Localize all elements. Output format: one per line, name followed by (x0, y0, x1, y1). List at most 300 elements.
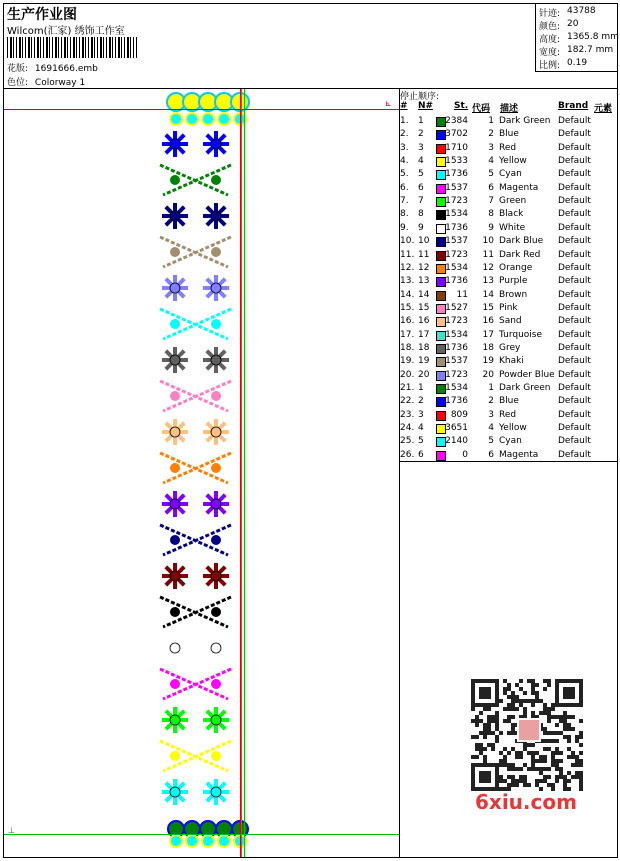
qr-module (567, 715, 571, 719)
qr-module (511, 699, 515, 703)
table-row (400, 128, 618, 141)
qr-module (547, 747, 551, 751)
qr-module (519, 679, 523, 683)
table-row (400, 355, 618, 368)
qr-module (483, 747, 487, 751)
qr-module (519, 687, 523, 691)
row-code: 16 (482, 316, 494, 327)
guide-line-bottom (4, 834, 399, 835)
qr-module (555, 759, 559, 763)
qr-module (511, 723, 515, 727)
qr-module (471, 699, 475, 703)
qr-module (491, 743, 495, 747)
qr-module (543, 747, 547, 751)
qr-module (579, 763, 583, 767)
row-code: 3 (488, 142, 494, 153)
row-description: Blue (499, 396, 519, 407)
qr-module (579, 743, 583, 747)
qr-module (567, 687, 571, 691)
qr-module (479, 719, 483, 723)
qr-module (483, 707, 487, 711)
qr-module (579, 775, 583, 779)
qr-module (475, 763, 479, 767)
row-code: 4 (488, 156, 494, 167)
qr-module (495, 695, 499, 699)
qr-module (487, 691, 491, 695)
row-brand: Default (558, 409, 591, 420)
row-stitches: 1534 (445, 329, 468, 340)
qr-module (487, 723, 491, 727)
qr-module (579, 691, 583, 695)
qr-module (567, 727, 571, 731)
qr-module (523, 691, 527, 695)
qr-module (555, 703, 559, 707)
qr-module (471, 695, 475, 699)
qr-module (575, 739, 579, 743)
row-brand: Default (558, 316, 591, 327)
qr-module (519, 751, 523, 755)
qr-module (471, 683, 475, 687)
row-number: 12 (418, 262, 430, 273)
qr-module (495, 763, 499, 767)
qr-module (547, 683, 551, 687)
qr-module (471, 687, 475, 691)
qr-module (471, 767, 475, 771)
qr-module (495, 683, 499, 687)
border-scallop (202, 835, 214, 847)
stat-item (539, 45, 614, 58)
qr-module (539, 771, 543, 775)
qr-module (483, 759, 487, 763)
table-row (400, 249, 618, 262)
qr-module (515, 699, 519, 703)
qr-module (515, 755, 519, 759)
qr-module (487, 719, 491, 723)
stat-item (539, 58, 588, 71)
table-row (400, 315, 618, 328)
qr-module (479, 703, 483, 707)
table-row (400, 168, 618, 181)
qr-module (535, 767, 539, 771)
row-brand: Default (558, 449, 591, 460)
qr-module (483, 755, 487, 759)
qr-module (535, 751, 539, 755)
row-number: 19 (418, 356, 430, 367)
qr-module (507, 775, 511, 779)
table-row (400, 435, 618, 448)
qr-module (471, 783, 475, 787)
qr-module (531, 759, 535, 763)
qr-module (507, 687, 511, 691)
qr-module (547, 715, 551, 719)
qr-module (503, 719, 507, 723)
qr-module (543, 739, 547, 743)
qr-module (559, 767, 563, 771)
row-index: 11. (400, 249, 415, 260)
table-row (400, 369, 618, 382)
qr-module (559, 679, 563, 683)
qr-module (479, 751, 483, 755)
row-brand: Default (558, 129, 591, 140)
qr-module (575, 755, 579, 759)
qr-module (495, 719, 499, 723)
qr-module (555, 747, 559, 751)
flower-center (211, 355, 221, 365)
row-index: 21. (400, 383, 415, 393)
qr-module (471, 707, 475, 711)
qr-module (519, 775, 523, 779)
row-number: 11 (418, 249, 430, 260)
qr-module (499, 731, 503, 735)
qr-module (479, 779, 483, 783)
flower-center (211, 715, 221, 725)
qr-module (579, 771, 583, 775)
row-stitches: 1534 (445, 262, 468, 273)
qr-module (535, 699, 539, 703)
row-number: 3 (418, 142, 424, 153)
row-index: 12. (400, 262, 415, 273)
qr-module (519, 779, 523, 783)
row-index: 2. (400, 129, 409, 140)
qr-module (507, 731, 511, 735)
qr-module (567, 739, 571, 743)
qr-module (539, 779, 543, 783)
table-row (400, 182, 618, 195)
row-index: 20. (400, 369, 415, 380)
row-number: 17 (418, 329, 430, 340)
qr-module (483, 687, 487, 691)
flower-center (170, 211, 180, 221)
row-stitches: 1537 (445, 182, 468, 193)
row-number: 20 (418, 369, 430, 380)
row-stitches: 3702 (445, 129, 468, 140)
qr-module (503, 759, 507, 763)
watermark-brand: 6xiu.com (475, 790, 577, 814)
qr-module (579, 687, 583, 691)
row-description: Purple (499, 276, 528, 287)
stat-value: 43788 (567, 6, 596, 16)
qr-module (579, 679, 583, 683)
qr-module (515, 751, 519, 755)
row-brand: Default (558, 396, 591, 407)
qr-module (511, 783, 515, 787)
row-stitches: 809 (450, 409, 468, 420)
row-brand: Default (558, 142, 591, 153)
qr-module (567, 703, 571, 707)
row-description: Grey (499, 342, 521, 353)
color-swatch (436, 411, 446, 421)
stat-value: 20 (567, 19, 579, 29)
qr-module (495, 739, 499, 743)
row-number: 2 (418, 129, 424, 140)
qr-module (511, 775, 515, 779)
qr-center-logo-icon (517, 718, 541, 742)
qr-module (547, 767, 551, 771)
qr-module (559, 719, 563, 723)
qr-module (507, 695, 511, 699)
row-index: 5. (400, 169, 409, 180)
qr-module (487, 775, 491, 779)
qr-module (563, 687, 567, 691)
qr-module (555, 715, 559, 719)
row-number: 1 (418, 383, 424, 393)
qr-module (507, 707, 511, 711)
qr-module (567, 691, 571, 695)
qr-module (487, 695, 491, 699)
qr-module (499, 751, 503, 755)
embroidery-design (4, 89, 399, 857)
chain-knot (170, 751, 180, 761)
row-stitches: 1527 (445, 302, 468, 313)
row-number: 2 (418, 396, 424, 407)
row-index: 24. (400, 423, 415, 434)
chain-knot (170, 535, 180, 545)
row-description: Magenta (499, 449, 539, 460)
qr-module (579, 699, 583, 703)
row-number: 4 (418, 156, 424, 167)
color-swatch (436, 451, 446, 461)
chain-knot (211, 535, 221, 545)
qr-module (483, 779, 487, 783)
table-row (400, 289, 618, 302)
row-brand: Default (558, 276, 591, 287)
row-number: 9 (418, 222, 424, 233)
qr-module (543, 775, 547, 779)
qr-module (523, 775, 527, 779)
qr-module (555, 775, 559, 779)
qr-module (543, 707, 547, 711)
row-code: 6 (488, 449, 494, 460)
qr-module (487, 727, 491, 731)
qr-module (551, 703, 555, 707)
chain-knot (170, 319, 180, 329)
qr-module (571, 715, 575, 719)
row-number: 6 (418, 182, 424, 193)
row-stitches: 1534 (445, 383, 468, 393)
row-description: Pink (499, 302, 518, 313)
embroidery-preview (4, 89, 399, 857)
qr-module (551, 715, 555, 719)
table-row (400, 142, 618, 155)
stat-value: 1365.8 mm (567, 32, 619, 42)
row-number: 10 (418, 236, 430, 247)
qr-module (503, 687, 507, 691)
qr-module (503, 747, 507, 751)
stat-item (539, 32, 619, 45)
row-code: 18 (482, 342, 494, 353)
qr-module (531, 751, 535, 755)
colorway-line (7, 75, 85, 88)
row-description: Yellow (499, 156, 527, 167)
row-number: 7 (418, 196, 424, 207)
qr-module (531, 763, 535, 767)
flower-center (170, 499, 180, 509)
qr-module (551, 751, 555, 755)
qr-module (567, 771, 571, 775)
qr-module (495, 703, 499, 707)
table-row (400, 262, 618, 275)
qr-module (539, 699, 543, 703)
qr-module (515, 695, 519, 699)
qr-module (483, 679, 487, 683)
guide-line-green-inner (241, 89, 242, 857)
table-row (400, 329, 618, 342)
qr-module (563, 711, 567, 715)
qr-module (547, 711, 551, 715)
flower-center (211, 571, 221, 581)
qr-module (511, 779, 515, 783)
qr-module (483, 771, 487, 775)
qr-module (523, 783, 527, 787)
row-index: 13. (400, 276, 415, 287)
qr-module (487, 731, 491, 735)
row-description: White (499, 222, 526, 233)
qr-module (563, 735, 567, 739)
row-index: 16. (400, 316, 415, 327)
row-description: Green (499, 196, 527, 207)
row-number: 18 (418, 342, 430, 353)
qr-module (531, 699, 535, 703)
chain-knot (211, 607, 221, 617)
qr-module (479, 691, 483, 695)
row-brand: Default (558, 196, 591, 207)
qr-module (527, 743, 531, 747)
qr-module (575, 679, 579, 683)
chain-knot (211, 319, 221, 329)
qr-module (571, 691, 575, 695)
col-header-code: 代码 (472, 104, 491, 114)
qr-module (475, 755, 479, 759)
row-stitches: 1736 (445, 169, 468, 180)
qr-module (555, 751, 559, 755)
qr-module (563, 783, 567, 787)
qr-module (563, 723, 567, 727)
qr-module (563, 691, 567, 695)
qr-module (471, 775, 475, 779)
qr-module (559, 731, 563, 735)
qr-module (511, 731, 515, 735)
table-row (400, 195, 618, 208)
qr-module (507, 751, 511, 755)
stat-label: 针迹: (539, 9, 561, 19)
qr-module (535, 691, 539, 695)
qr-module (551, 707, 555, 711)
qr-module (511, 763, 515, 767)
stat-label: 宽度: (539, 48, 561, 58)
row-index: 18. (400, 342, 415, 353)
qr-module (479, 743, 483, 747)
qr-module (499, 759, 503, 763)
row-index: 10. (400, 236, 415, 247)
qr-module (495, 715, 499, 719)
row-brand: Default (558, 342, 591, 353)
qr-module (491, 731, 495, 735)
qr-module (511, 747, 515, 751)
qr-module (555, 763, 559, 767)
chain-knot (170, 607, 180, 617)
qr-module (567, 695, 571, 699)
qr-module (567, 735, 571, 739)
row-brand: Default (558, 423, 591, 434)
row-number: 3 (418, 409, 424, 420)
border-scallop (170, 113, 182, 125)
qr-module (475, 723, 479, 727)
row-stitches: 1537 (445, 236, 468, 247)
row-description: Blue (499, 129, 519, 140)
qr-module (547, 775, 551, 779)
qr-module (479, 731, 483, 735)
row-code: 2 (488, 129, 494, 140)
corner-marker-icon: ⊾ (385, 99, 392, 108)
qr-module (547, 719, 551, 723)
flower-center (170, 427, 180, 437)
qr-module (471, 779, 475, 783)
qr-module (551, 755, 555, 759)
row-stitches: 1534 (445, 209, 468, 220)
qr-module (575, 775, 579, 779)
qr-module (495, 687, 499, 691)
row-code: 3 (488, 409, 494, 420)
qr-module (479, 775, 483, 779)
row-number: 15 (418, 302, 430, 313)
row-code: 19 (482, 356, 494, 367)
qr-module (487, 679, 491, 683)
barcode-icon (7, 37, 137, 58)
row-brand: Default (558, 249, 591, 260)
qr-module (483, 763, 487, 767)
qr-module (519, 767, 523, 771)
qr-module (579, 683, 583, 687)
flower-center (170, 643, 180, 653)
color-swatch (436, 291, 446, 301)
row-index: 22. (400, 396, 415, 407)
qr-module (575, 763, 579, 767)
qr-module (575, 735, 579, 739)
qr-module (511, 727, 515, 731)
qr-module (511, 707, 515, 711)
qr-module (551, 731, 555, 735)
flower-center (211, 427, 221, 437)
row-brand: Default (558, 302, 591, 313)
colorway-label: 色位: (7, 78, 29, 88)
table-row (400, 208, 618, 221)
stat-value: 182.7 mm (567, 45, 614, 55)
row-index: 23. (400, 409, 415, 420)
row-index: 1. (400, 116, 409, 126)
qr-module (503, 691, 507, 695)
qr-module (495, 771, 499, 775)
qr-module (487, 707, 491, 711)
qr-module (479, 747, 483, 751)
qr-module (579, 703, 583, 707)
qr-module (543, 711, 547, 715)
row-brand: Default (558, 156, 591, 167)
row-code: 17 (482, 329, 494, 340)
qr-module (535, 759, 539, 763)
table-row (400, 422, 618, 435)
qr-module (551, 759, 555, 763)
qr-module (555, 723, 559, 727)
qr-module (495, 711, 499, 715)
qr-module (503, 755, 507, 759)
qr-module (527, 679, 531, 683)
qr-module (495, 691, 499, 695)
qr-module (507, 683, 511, 687)
row-code: 7 (488, 196, 494, 207)
qr-module (503, 707, 507, 711)
flower-center (211, 499, 221, 509)
qr-module (563, 775, 567, 779)
